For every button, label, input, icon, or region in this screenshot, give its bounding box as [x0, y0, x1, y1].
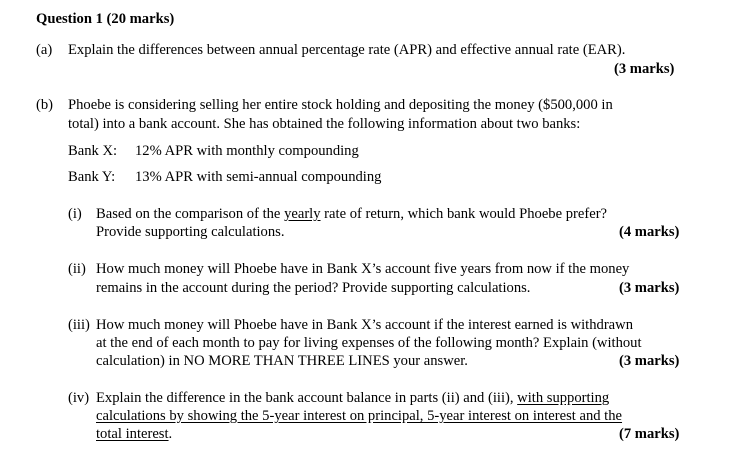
sub-i-marks: (4 marks)	[619, 224, 680, 240]
sub-ii-label: (ii)	[68, 261, 86, 277]
sub-iv-underline-1: with supporting	[517, 390, 610, 406]
sub-i-line1: Based on the comparison of the yearly rate of return, which bank would Phoebe prefer?	[96, 206, 608, 222]
question-title: Question 1 (20 marks)	[36, 11, 175, 27]
sub-ii-line1: How much money will Phoebe have in Bank X’s account five years from now if the money	[96, 261, 630, 277]
sub-iii-line3: calculation) in NO MORE THAN THREE LINES your answer.	[96, 353, 468, 369]
sub-iv-label: (iv)	[68, 390, 90, 406]
sub-iv-line1: Explain the difference in the bank account balance in parts (ii) and (iii), with supporting	[96, 390, 610, 406]
bank-y-name: Bank Y:	[68, 169, 116, 185]
sub-iii-line2: at the end of each month to pay for living expenses of the following month? Explain (without	[96, 335, 642, 351]
sub-i-underline-yearly: yearly	[284, 206, 321, 222]
part-b-line1: Phoebe is considering selling her entire stock holding and depositing the money ($500,000 in	[68, 97, 613, 113]
part-a-label: (a)	[36, 42, 53, 58]
sub-iv-line3: total interest.	[96, 426, 173, 442]
part-b-label: (b)	[36, 97, 54, 113]
sub-iv-underline-2: calculations by showing the 5-year interest on principal, 5-year interest on interest and the	[96, 408, 623, 424]
sub-iv-underline-3: total interest	[96, 426, 169, 442]
bank-x-rate: 12% APR with monthly compounding	[135, 143, 359, 159]
sub-iii-line1: How much money will Phoebe have in Bank X’s account if the interest earned is withdrawn	[96, 317, 633, 333]
bank-y-rate: 13% APR with semi-annual compounding	[135, 169, 382, 185]
sub-iii-marks: (3 marks)	[619, 353, 680, 369]
sub-i-label: (i)	[68, 206, 82, 222]
sub-i-line2: Provide supporting calculations.	[96, 224, 285, 240]
sub-ii-line2: remains in the account during the period? Provide supporting calculations.	[96, 280, 531, 296]
sub-iv-marks: (7 marks)	[619, 426, 680, 442]
part-b-line2: total) into a bank account. She has obtained the following information about two banks:	[68, 116, 581, 132]
sub-iii-label: (iii)	[68, 317, 90, 333]
sub-iv-line2	[96, 407, 622, 425]
part-a-text: Explain the differences between annual percentage rate (APR) and effective annual rate (EAR).	[68, 42, 626, 58]
bank-x-name: Bank X:	[68, 143, 118, 159]
part-a-marks: (3 marks)	[614, 61, 675, 77]
sub-ii-marks: (3 marks)	[619, 280, 680, 296]
